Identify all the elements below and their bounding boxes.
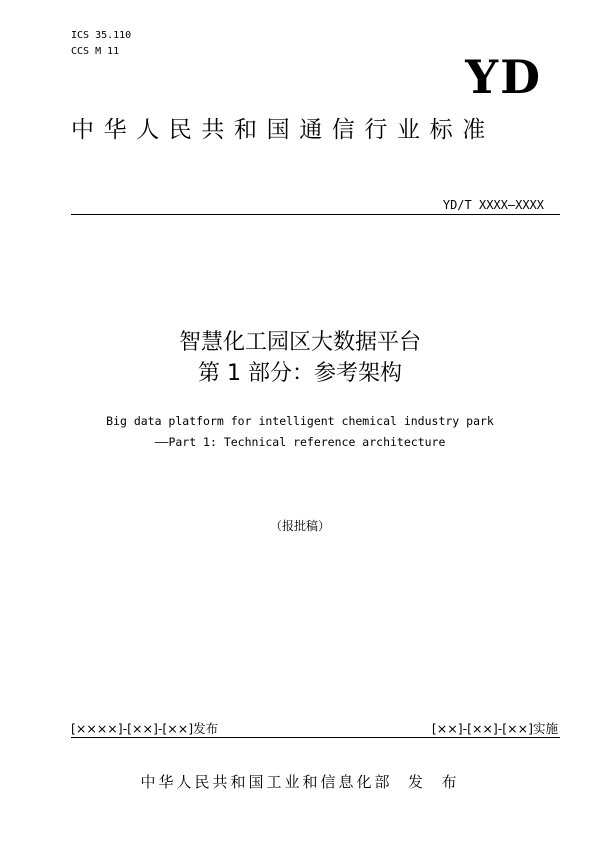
standard-number: YD/T XXXX—XXXX bbox=[442, 198, 544, 212]
bottom-divider bbox=[71, 737, 560, 738]
publisher-line: 中华人民共和国工业和信息化部 发 布 bbox=[140, 773, 460, 791]
implementation-date: [××]-[××]-[××]实施 bbox=[431, 721, 558, 736]
draft-status-label: （报批稿） bbox=[269, 519, 330, 533]
standard-category-title: 中华人民共和国通信行业标准 bbox=[71, 117, 495, 143]
top-divider bbox=[71, 214, 560, 215]
ics-code: ICS 35.110 bbox=[71, 30, 132, 41]
issue-date: [××××]-[××]-[××]发布 bbox=[71, 721, 219, 736]
document-title-en-line2: ——Part 1: Technical reference architecture bbox=[154, 435, 446, 449]
yd-logo: YD bbox=[465, 50, 542, 104]
document-title-en-line1: Big data platform for intelligent chemical industry park bbox=[106, 414, 494, 428]
document-title-zh-line1: 智慧化工园区大数据平台 bbox=[178, 330, 421, 355]
document-title-zh-line2: 第 1 部分：参考架构 bbox=[198, 361, 402, 386]
ccs-code: CCS M 11 bbox=[71, 46, 120, 57]
